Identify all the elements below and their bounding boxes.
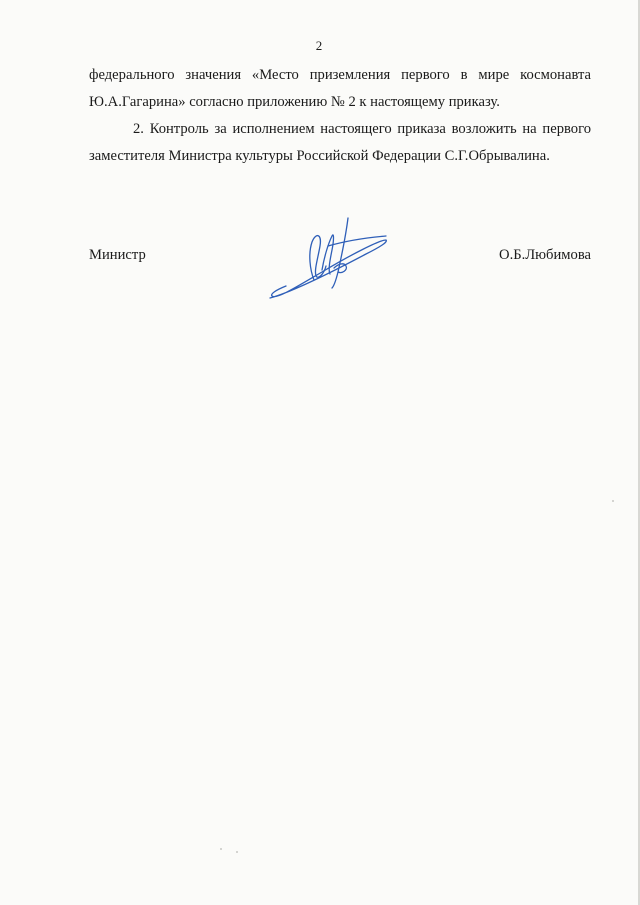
handwritten-signature-icon [262, 214, 394, 306]
scan-artifact [220, 848, 222, 850]
signatory-name: О.Б.Любимова [499, 247, 591, 263]
page-number: 2 [315, 38, 323, 53]
paragraph-control-clause: 2. Контроль за исполнением настоящего приказа возложить на первого заместителя Министра культуры Российской Федерации С.Г.Обрывалина. [89, 121, 591, 164]
scan-artifact [236, 851, 238, 853]
signatory-position: Министр [89, 247, 146, 263]
paragraph-continuation: федерального значения «Место приземления первого в мире космонавта Ю.А.Гагарина» согласно приложению № 2 к настоящему приказу. [89, 67, 591, 110]
scan-artifact [612, 500, 614, 502]
document-body [89, 62, 591, 170]
